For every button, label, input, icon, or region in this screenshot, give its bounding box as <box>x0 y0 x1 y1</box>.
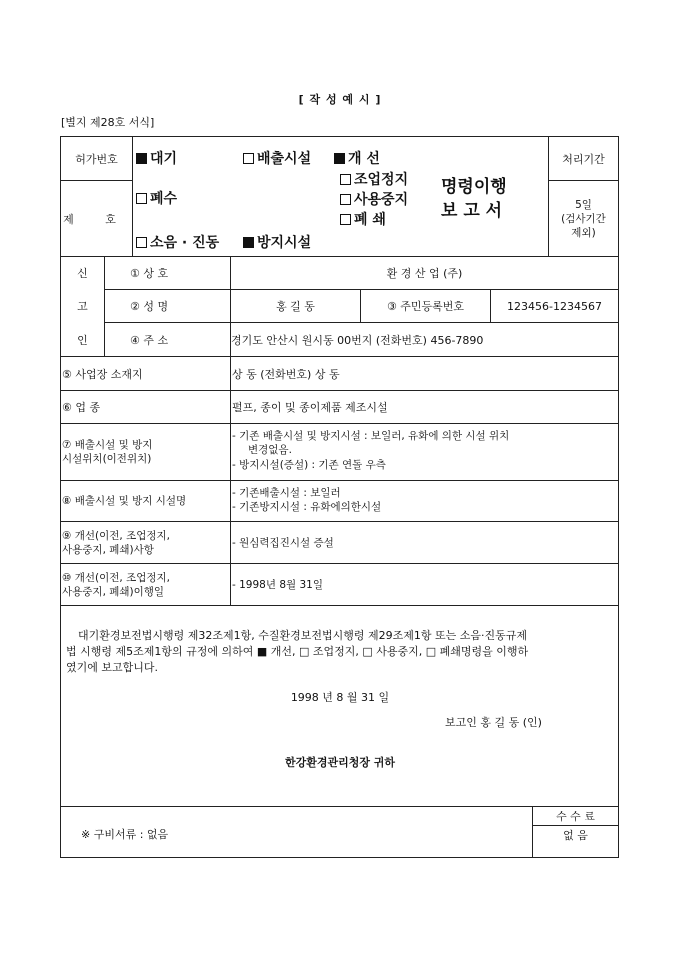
option-prevention-facility[interactable]: 방지시설 <box>243 232 311 252</box>
report-title-line1: 명령이행 <box>441 177 507 197</box>
applicant-side-label-2: 고 <box>77 300 88 313</box>
addressee: 한강환경관리청장 귀하 <box>284 756 396 769</box>
frame-right <box>618 136 619 858</box>
improvement-matter-label: ⑨ 개선(이전, 조업정지, 사용중지, 폐쇄)사항 <box>62 529 171 556</box>
processing-period-label: 처리기간 <box>562 152 605 166</box>
implementation-date-value: - 1998년 8월 31일 <box>232 578 323 591</box>
option-emission-facility[interactable]: 배출시설 <box>243 148 311 168</box>
checkbox-closure-unchecked-icon[interactable] <box>340 214 351 225</box>
statement-date: 1998 년 8 월 31 일 <box>290 691 390 704</box>
fee-value: 없 음 <box>563 829 588 842</box>
improvement-matter-value: - 원심력집진시설 증설 <box>232 536 334 549</box>
facility-position-label: ⑦ 배출시설 및 방지 시설위치(이전위치) <box>62 439 153 465</box>
facility-position-value-2: - 방지시설(증설) : 기존 연돌 우측 <box>232 459 386 471</box>
business-name-value: 환 경 산 업 (주) <box>386 267 463 280</box>
option-operation-stop[interactable]: 조업정지 <box>340 169 408 189</box>
facility-position-value-1b: 변경없음. <box>248 444 292 456</box>
name-value: 홍 길 동 <box>276 300 315 313</box>
frame-bottom <box>60 857 618 858</box>
name-label: ② 성 명 <box>130 300 169 313</box>
option-wastewater[interactable]: 폐수 <box>136 188 177 208</box>
business-location-value: 상 동 (전화번호) 상 동 <box>232 367 340 381</box>
title-label: 제 호 <box>63 212 130 226</box>
statement-body-2: 법 시행령 제5조제1항의 규정에 의하여 ■ 개선, □ 조업정지, □ 사용중지, □ 폐쇄명령을 이행하 <box>66 645 529 658</box>
option-use-stop[interactable]: 사용중지 <box>340 189 408 209</box>
business-name-label: ① 상 호 <box>130 267 169 280</box>
checkbox-emission-unchecked-icon[interactable] <box>243 153 254 164</box>
frame-top <box>60 136 618 137</box>
resident-number-label: ③ 주민등록번호 <box>386 300 465 313</box>
statement-body-3: 였기에 보고합니다. <box>66 661 159 674</box>
checkbox-wastewater-unchecked-icon[interactable] <box>136 193 147 204</box>
business-location-label: ⑤ 사업장 소재지 <box>62 367 143 381</box>
statement-body-1: 대기환경보전법시행령 제32조제1항, 수질환경보전법시행령 제29조제1항 또는 소음·진동규제 <box>78 629 528 642</box>
form-number: [별지 제28호 서식] <box>61 116 155 129</box>
permit-number-label: 허가번호 <box>75 152 118 166</box>
checkbox-air-checked-icon[interactable] <box>136 153 147 164</box>
checkbox-operation-stop-unchecked-icon[interactable] <box>340 174 351 185</box>
facility-name-label: ⑧ 배출시설 및 방지 시설명 <box>62 495 187 507</box>
resident-number-value: 123456-1234567 <box>507 299 602 313</box>
option-improvement[interactable]: 개 선 <box>334 148 380 168</box>
applicant-side-label-1: 신 <box>77 267 88 280</box>
processing-period-value: 5일 (검사기간 제외) <box>561 198 606 239</box>
facility-name-value-1: - 기존배출시설 : 보일러 <box>232 487 341 499</box>
address-value: 경기도 안산시 원시동 00번지 (전화번호) 456-7890 <box>231 333 484 347</box>
applicant-side-label-3: 인 <box>77 333 88 347</box>
business-type-label: ⑥ 업 종 <box>62 401 101 414</box>
fee-label: 수 수 료 <box>556 810 595 823</box>
option-noise-vibration[interactable]: 소음 · 진동 <box>136 232 219 252</box>
option-closure[interactable]: 폐 쇄 <box>340 209 386 229</box>
business-type-value: 펄프, 종이 및 종이제품 제조시설 <box>232 401 388 414</box>
implementation-date-label: ⑩ 개선(이전, 조업정지, 사용중지, 폐쇄)이행일 <box>62 571 171 598</box>
report-title-line2: 보 고 서 <box>441 201 503 221</box>
checkbox-improvement-checked-icon[interactable] <box>334 153 345 164</box>
reporter-signature: 보고인 홍 길 동 (인) <box>445 716 542 729</box>
checkbox-noise-unchecked-icon[interactable] <box>136 237 147 248</box>
facility-name-value-2: - 기존방지시설 : 유화에의한시설 <box>232 501 382 513</box>
checkbox-use-stop-unchecked-icon[interactable] <box>340 194 351 205</box>
required-documents: ※ 구비서류 : 없음 <box>81 828 169 841</box>
option-air[interactable]: 대기 <box>136 148 177 168</box>
address-label: ④ 주 소 <box>130 333 169 347</box>
checkbox-prevention-checked-icon[interactable] <box>243 237 254 248</box>
facility-position-value-1: - 기존 배출시설 및 방지시설 : 보일러, 유화에 의한 시설 위치 <box>232 430 510 442</box>
page-title: [ 작 성 예 시 ] <box>298 93 382 106</box>
